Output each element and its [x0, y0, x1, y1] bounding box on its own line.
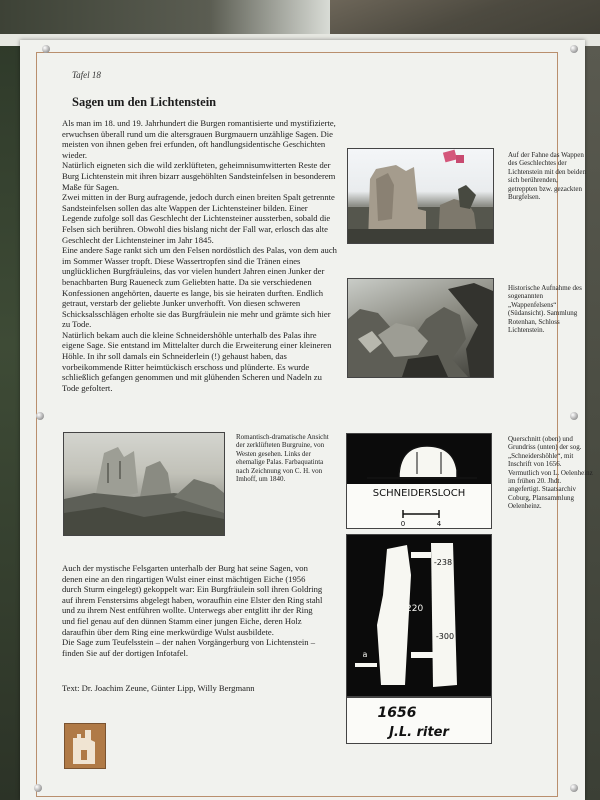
text-credits: Text: Dr. Joachim Zeune, Günter Lipp, Willy Bergmann [62, 683, 255, 693]
lower-text [62, 563, 324, 658]
ruin-caption: Auf der Fahne das Wappen des Geschlechtes der Lichtenstein mit den beiden sich berührenden, getreppten bzw. gezackten Burgfelsen. [508, 151, 586, 202]
rocks-photo [347, 278, 494, 378]
plate-label: Tafel 18 [72, 70, 101, 80]
paragraph: Als man im 18. und 19. Jahrhundert die Burgen romantisierte und mystifizierte, erwuchsen überall rund um die altersgrauen Burgmauern unzählige Sagen. Die meisten von ihnen geben frei erfunden, oft handlungsidentische Geschichten wieder. [62, 118, 336, 160]
sign-title: Sagen um den Lichtenstein [72, 95, 217, 109]
paragraph: Natürlich eigneten sich die wild zerklüfteten, geheimnisumwitterten Reste der Burg Lichtenstein mit ihren bizarr ausgehöhlten Sandsteinfelsen in besonderem Maße für Sagen. [62, 160, 336, 192]
castle-logo-graphic [65, 724, 105, 768]
cross-section-drawing [347, 434, 491, 528]
rocks-photo-image [348, 279, 493, 377]
paragraph: Natürlich bekam auch die kleine Schneidershöhle unterhalb des Palas ihre eigene Sage. Sie entstand im Mittelalter durch die Erweiterung einer kleineren Höhle. In ihr soll damals ein Schneiderlein (!) gehaust haben, das vorbeikommende Ritter heimtückisch erschoss und plünderte. Es wurde schließlich gefangen genommen und mit glühenden Scheren und Nadeln zu Tode gefoltert. [62, 329, 332, 393]
main-text [62, 118, 337, 393]
screw-icon [570, 784, 578, 792]
paragraph: Eine andere Sage rankt sich um den Felsen nordöstlich des Palas, von dem auch im Sommer Wasser tropft. Diese Wassertropfen sind die Tränen eines unglücklichen Burgfräuleins, das vor vielen hundert Jahren einen Junker der benachbarten Burg Raueneck zum Geliebten hatte. Da sie verschiedenen Konfessionen angehörten, dauerte es lange, bis sie heiraten durften. Endlich getraut, verstarb der geliebte Junker unverhofft. Von diesen schweren Schicksalsschlägen erholte sie das Burgfräulein nie mehr und grämte sich hier zu Tode. [62, 245, 337, 330]
screw-icon [42, 45, 50, 53]
depth-label-3: -300 [435, 632, 455, 641]
scale-start-label: 0 [400, 520, 406, 528]
paragraph: Die Sage zum Teufelsstein – der nahen Vorgängerburg von Lichtenstein – finden Sie auf der dortigen Infotafel. [62, 637, 316, 658]
cave-floor-plan [346, 534, 492, 697]
paragraph: Auch der mystische Felsgarten unterhalb der Burg hat seine Sagen, von denen eine an den ringartigen Wulst einer einst mächtigen Eiche (1956 durch Sturm eingelegt) gekoppelt war: Ein Burgfräulein soll ihren Goldring auf ihrem Fenstersims abgelegt haben, woraufhin eine Elster den Ring stahl und zu ihrem Nest entführen wollte. Unterwegs aber entglitt ihr der Ring und fiel genau auf den dünnen Stamm einer jungen Eiche, deren Holz daraufhin über dem Ring eine merkwürdige Wulst ausbildete. [62, 563, 323, 637]
ruin-photo-image [348, 149, 493, 243]
rocks-caption: Historische Aufnahme des sogenannten „Wappenfelsens“ (Südansicht). Sammlung Rotenhan, Schloss Lichtenstein. [508, 284, 582, 335]
ruin-photo [347, 148, 494, 244]
screw-icon [36, 412, 44, 420]
drawing-caption: Querschnitt (oben) und Grundriss (unten) der sog. „Schneidershöhle“, mit Inschrift von 1656. Vermutlich von L. Oelenheinz im frühen 20. Jhdt. angefertigt. Staatsarchiv Coburg, Plansammlung Oelenheinz. [508, 435, 593, 511]
castle-logo-icon [64, 723, 106, 769]
cave-inscription [346, 697, 492, 744]
floor-plan-drawing [347, 535, 491, 696]
depth-label-1: -238 [433, 558, 453, 567]
cave-name-label: SCHNEIDERSLOCH [372, 488, 466, 499]
inscription-drawing [347, 698, 491, 743]
ruin-painting [63, 432, 225, 536]
screw-icon [570, 412, 578, 420]
cave-cross-section [346, 433, 492, 529]
marker-label: a [362, 650, 368, 659]
screw-icon [570, 45, 578, 53]
screw-icon [34, 784, 42, 792]
inscription-year: 1656 [377, 705, 417, 721]
ruin-painting-image [64, 433, 224, 535]
painting-caption: Romantisch-dramatische Ansicht der zerklüfteten Burgruine, von Westen gesehen. Links der ehemalige Palas. Farbaquatinta nach Zeichnung von C. H. von Imhoff, um 1840. [236, 433, 329, 484]
scale-end-label: 4 [436, 520, 442, 528]
inscription-name: J.L. riter [389, 725, 449, 740]
depth-label-2: -220 [402, 604, 424, 614]
paragraph: Zwei mitten in der Burg aufragende, jedoch durch einen breiten Spalt getrennte Sandsteinfelsen sollen das alte Wappen der Lichtensteiner bilden. Einer Legende zufolge soll das Geschlecht der Lichtensteiner aussterben, sobald die Felsen sich berühren. Obwohl dies bislang nicht der Fall war, erlosch das alte Geschlecht der Lichtensteiner im Jahr 1845. [62, 192, 335, 245]
